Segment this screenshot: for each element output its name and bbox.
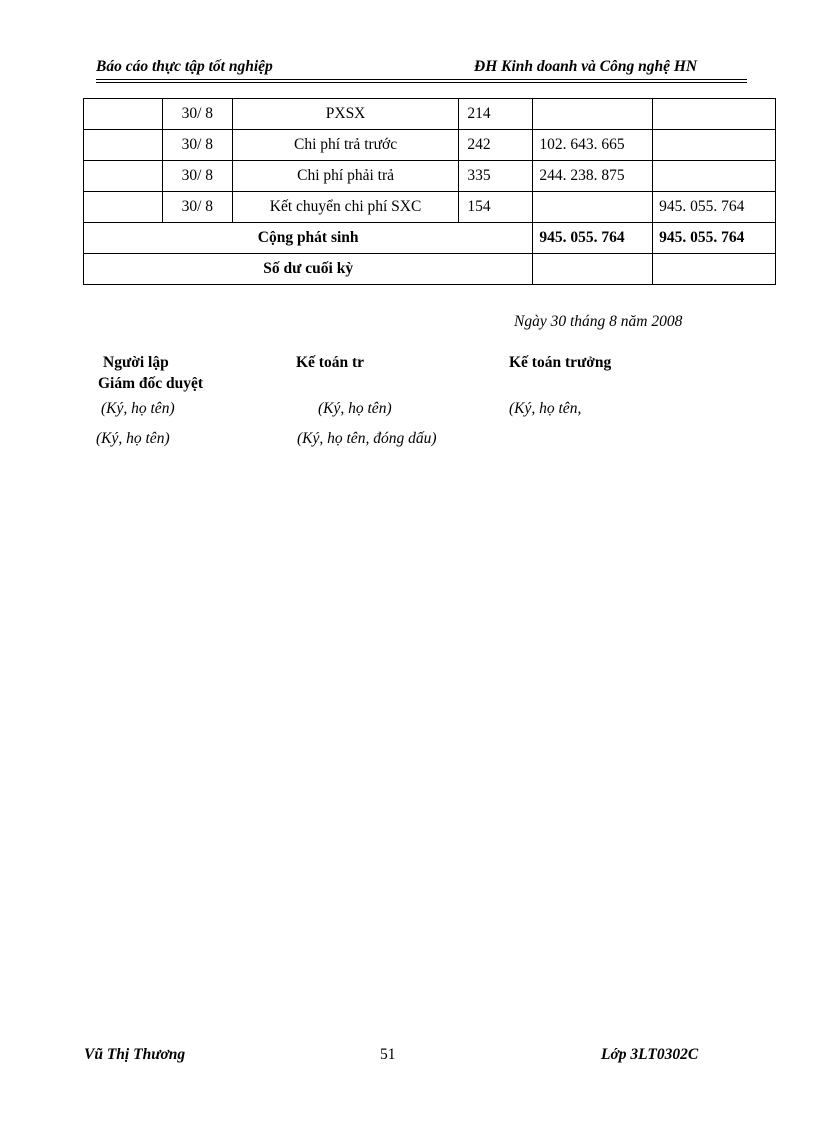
cell-account: 335 bbox=[459, 161, 533, 192]
cell-blank bbox=[84, 192, 163, 223]
cell-blank bbox=[84, 161, 163, 192]
signature-chief-accountant-title: Kế toán trưởng bbox=[509, 354, 612, 371]
cell-date: 30/ 8 bbox=[162, 130, 232, 161]
closing-credit bbox=[653, 254, 776, 285]
signature-note: (Ký, họ tên, bbox=[509, 400, 582, 417]
cell-blank bbox=[84, 99, 163, 130]
date-line: Ngày 30 tháng 8 năm 2008 bbox=[514, 313, 683, 330]
header-rule-double bbox=[96, 82, 747, 83]
cell-account: 214 bbox=[459, 99, 533, 130]
header-report-title: Báo cáo thực tập tốt nghiệp bbox=[96, 58, 273, 75]
cell-debit: 244. 238. 875 bbox=[533, 161, 653, 192]
closing-balance-label: Số dư cuối kỳ bbox=[84, 254, 533, 285]
cell-description: Chi phí trả trước bbox=[232, 130, 459, 161]
cell-date: 30/ 8 bbox=[162, 192, 232, 223]
cell-credit: 945. 055. 764 bbox=[653, 192, 776, 223]
cell-credit bbox=[653, 99, 776, 130]
cell-description: PXSX bbox=[232, 99, 459, 130]
footer-author: Vũ Thị Thương bbox=[84, 1046, 186, 1063]
header-rule bbox=[96, 79, 747, 80]
signature-note-stamp: (Ký, họ tên, đóng dấu) bbox=[297, 430, 437, 447]
signature-accountant-title: Kế toán tr bbox=[296, 354, 365, 371]
signature-preparer-title: Người lập bbox=[103, 354, 169, 371]
ledger-table bbox=[83, 98, 776, 285]
cell-description: Chi phí phải trả bbox=[232, 161, 459, 192]
signature-note: (Ký, họ tên) bbox=[96, 430, 170, 447]
table-row bbox=[84, 192, 776, 223]
signature-note: (Ký, họ tên) bbox=[101, 400, 175, 417]
cell-credit bbox=[653, 130, 776, 161]
cell-account: 154 bbox=[459, 192, 533, 223]
cell-blank bbox=[84, 130, 163, 161]
summary-debit: 945. 055. 764 bbox=[533, 223, 653, 254]
cell-account: 242 bbox=[459, 130, 533, 161]
cell-debit: 102. 643. 665 bbox=[533, 130, 653, 161]
signature-director-title: Giám đốc duyệt bbox=[98, 375, 204, 392]
closing-balance-row bbox=[84, 254, 776, 285]
summary-row bbox=[84, 223, 776, 254]
closing-debit bbox=[533, 254, 653, 285]
summary-label: Cộng phát sinh bbox=[84, 223, 533, 254]
footer-page-number: 51 bbox=[380, 1046, 396, 1063]
table-row bbox=[84, 130, 776, 161]
header-university: ĐH Kinh doanh và Công nghệ HN bbox=[474, 58, 698, 75]
cell-credit bbox=[653, 161, 776, 192]
table-row bbox=[84, 161, 776, 192]
table-row bbox=[84, 99, 776, 130]
signature-note: (Ký, họ tên) bbox=[318, 400, 392, 417]
cell-debit bbox=[533, 99, 653, 130]
cell-description: Kết chuyển chi phí SXC bbox=[232, 192, 459, 223]
cell-date: 30/ 8 bbox=[162, 161, 232, 192]
summary-credit: 945. 055. 764 bbox=[653, 223, 776, 254]
footer-class: Lớp 3LT0302C bbox=[601, 1046, 699, 1063]
cell-date: 30/ 8 bbox=[162, 99, 232, 130]
cell-debit bbox=[533, 192, 653, 223]
